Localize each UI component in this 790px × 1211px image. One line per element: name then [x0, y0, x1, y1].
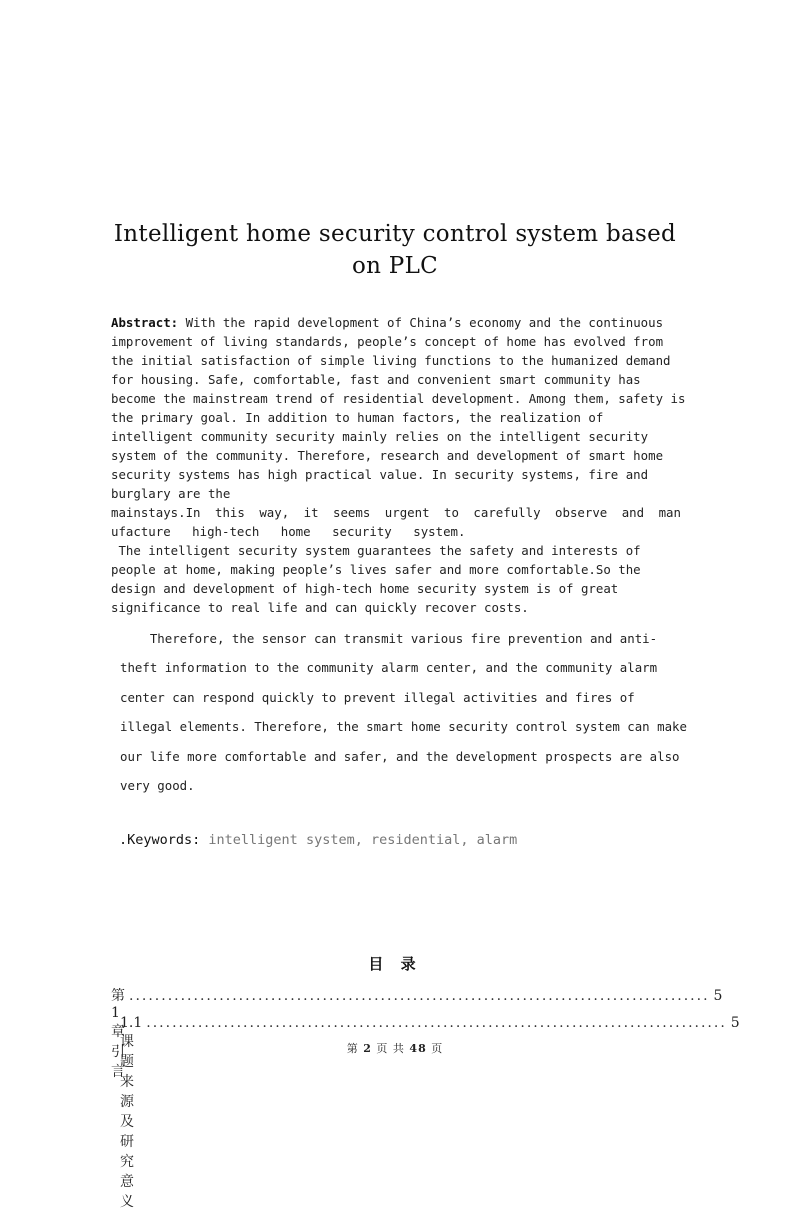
abstract-justified-line-2: [111, 522, 681, 541]
toc-leader-dots: ..........................................................................................: [146, 1015, 727, 1031]
paragraph-line: Therefore, the sensor can transmit various fire prevention and anti-: [120, 631, 658, 646]
abstract-line: intelligent community security mainly relies on the intelligent security: [111, 429, 649, 444]
word: way,: [259, 505, 290, 520]
toc-entry-page: 5: [730, 1015, 740, 1031]
abstract-line: security systems has high practical value. In security systems, fire and: [111, 467, 649, 482]
abstract-label: Abstract:: [111, 315, 179, 330]
abstract-line: become the mainstream trend of residential development. Among them, safety is: [111, 391, 686, 406]
body-paragraph: [120, 624, 686, 800]
word: observe: [555, 505, 608, 520]
toc-leader-dots: ..........................................................................................: [129, 988, 710, 1004]
abstract-tail-line: design and development of high-tech home security system is of great: [111, 581, 619, 596]
word: this: [215, 505, 245, 520]
abstract-line: system of the community. Therefore, research and development of smart home: [111, 448, 664, 463]
toc-entry-label: 1.1 课题来源及研究意义: [120, 1015, 143, 1210]
toc-title: 目 录: [368, 955, 422, 973]
paragraph-line: illegal elements. Therefore, the smart home security control system can make: [120, 719, 687, 735]
title-line-1: Intelligent home security control system based: [113, 221, 677, 247]
abstract-line: the primary goal. In addition to human factors, the realization of: [111, 410, 604, 425]
word: and: [621, 505, 645, 520]
footer-suffix: 页: [426, 1042, 444, 1055]
abstract-line: burglary are the: [111, 486, 231, 501]
abstract-justified-line-1: [111, 503, 681, 522]
toc-entry-label: 第 1 章 引言: [111, 988, 125, 1080]
paragraph-line: our life more comfortable and safer, and the development prospects are also: [120, 748, 680, 764]
word: high-tech: [192, 524, 260, 539]
word: urgent: [384, 505, 430, 520]
abstract-first-line: [111, 313, 681, 332]
toc-entry-page: 5: [713, 988, 723, 1004]
abstract-line: the initial satisfaction of simple living functions to the humanized demand: [111, 353, 671, 368]
paragraph-line: theft information to the community alarm center, and the community alarm: [120, 660, 658, 676]
keywords-label: .Keywords:: [119, 832, 201, 848]
word: mainstays.In: [111, 505, 201, 520]
word: to: [444, 505, 459, 520]
abstract-line: for housing. Safe, comfortable, fast and convenient smart community has: [111, 372, 641, 387]
word: ufacture: [111, 524, 171, 539]
keywords: [119, 830, 517, 850]
abstract-tail-line: The intelligent security system guarantees the safety and interests of: [111, 543, 641, 558]
footer-total-pages: 48: [409, 1042, 427, 1055]
footer-middle: 页 共: [371, 1042, 410, 1055]
footer-prefix: 第: [346, 1042, 364, 1055]
abstract-tail-line: people at home, making people’s lives safer and more comfortable.So the: [111, 562, 641, 577]
paragraph-line: center can respond quickly to prevent illegal activities and fires of: [120, 689, 635, 705]
abstract-line: improvement of living standards, people’s concept of home has evolved from: [111, 334, 664, 349]
abstract-tail-line: significance to real life and can quickly recover costs.: [111, 600, 529, 615]
abstract-section: [111, 313, 686, 617]
word: home: [280, 524, 311, 539]
word: man: [658, 505, 681, 520]
page-footer: [0, 1040, 790, 1056]
word: system.: [413, 524, 466, 539]
word: it: [303, 505, 319, 520]
abstract-line-0: With the rapid development of China’s economy and the continuous: [178, 315, 664, 330]
word: seems: [333, 505, 371, 520]
keywords-value: intelligent system, residential, alarm: [200, 832, 518, 848]
title-line-2: on PLC: [351, 253, 439, 279]
document-title: [100, 218, 690, 282]
word: carefully: [473, 505, 541, 520]
paragraph-line: very good.: [120, 778, 195, 794]
footer-page-number: 2: [363, 1042, 372, 1055]
word: security: [332, 524, 392, 539]
